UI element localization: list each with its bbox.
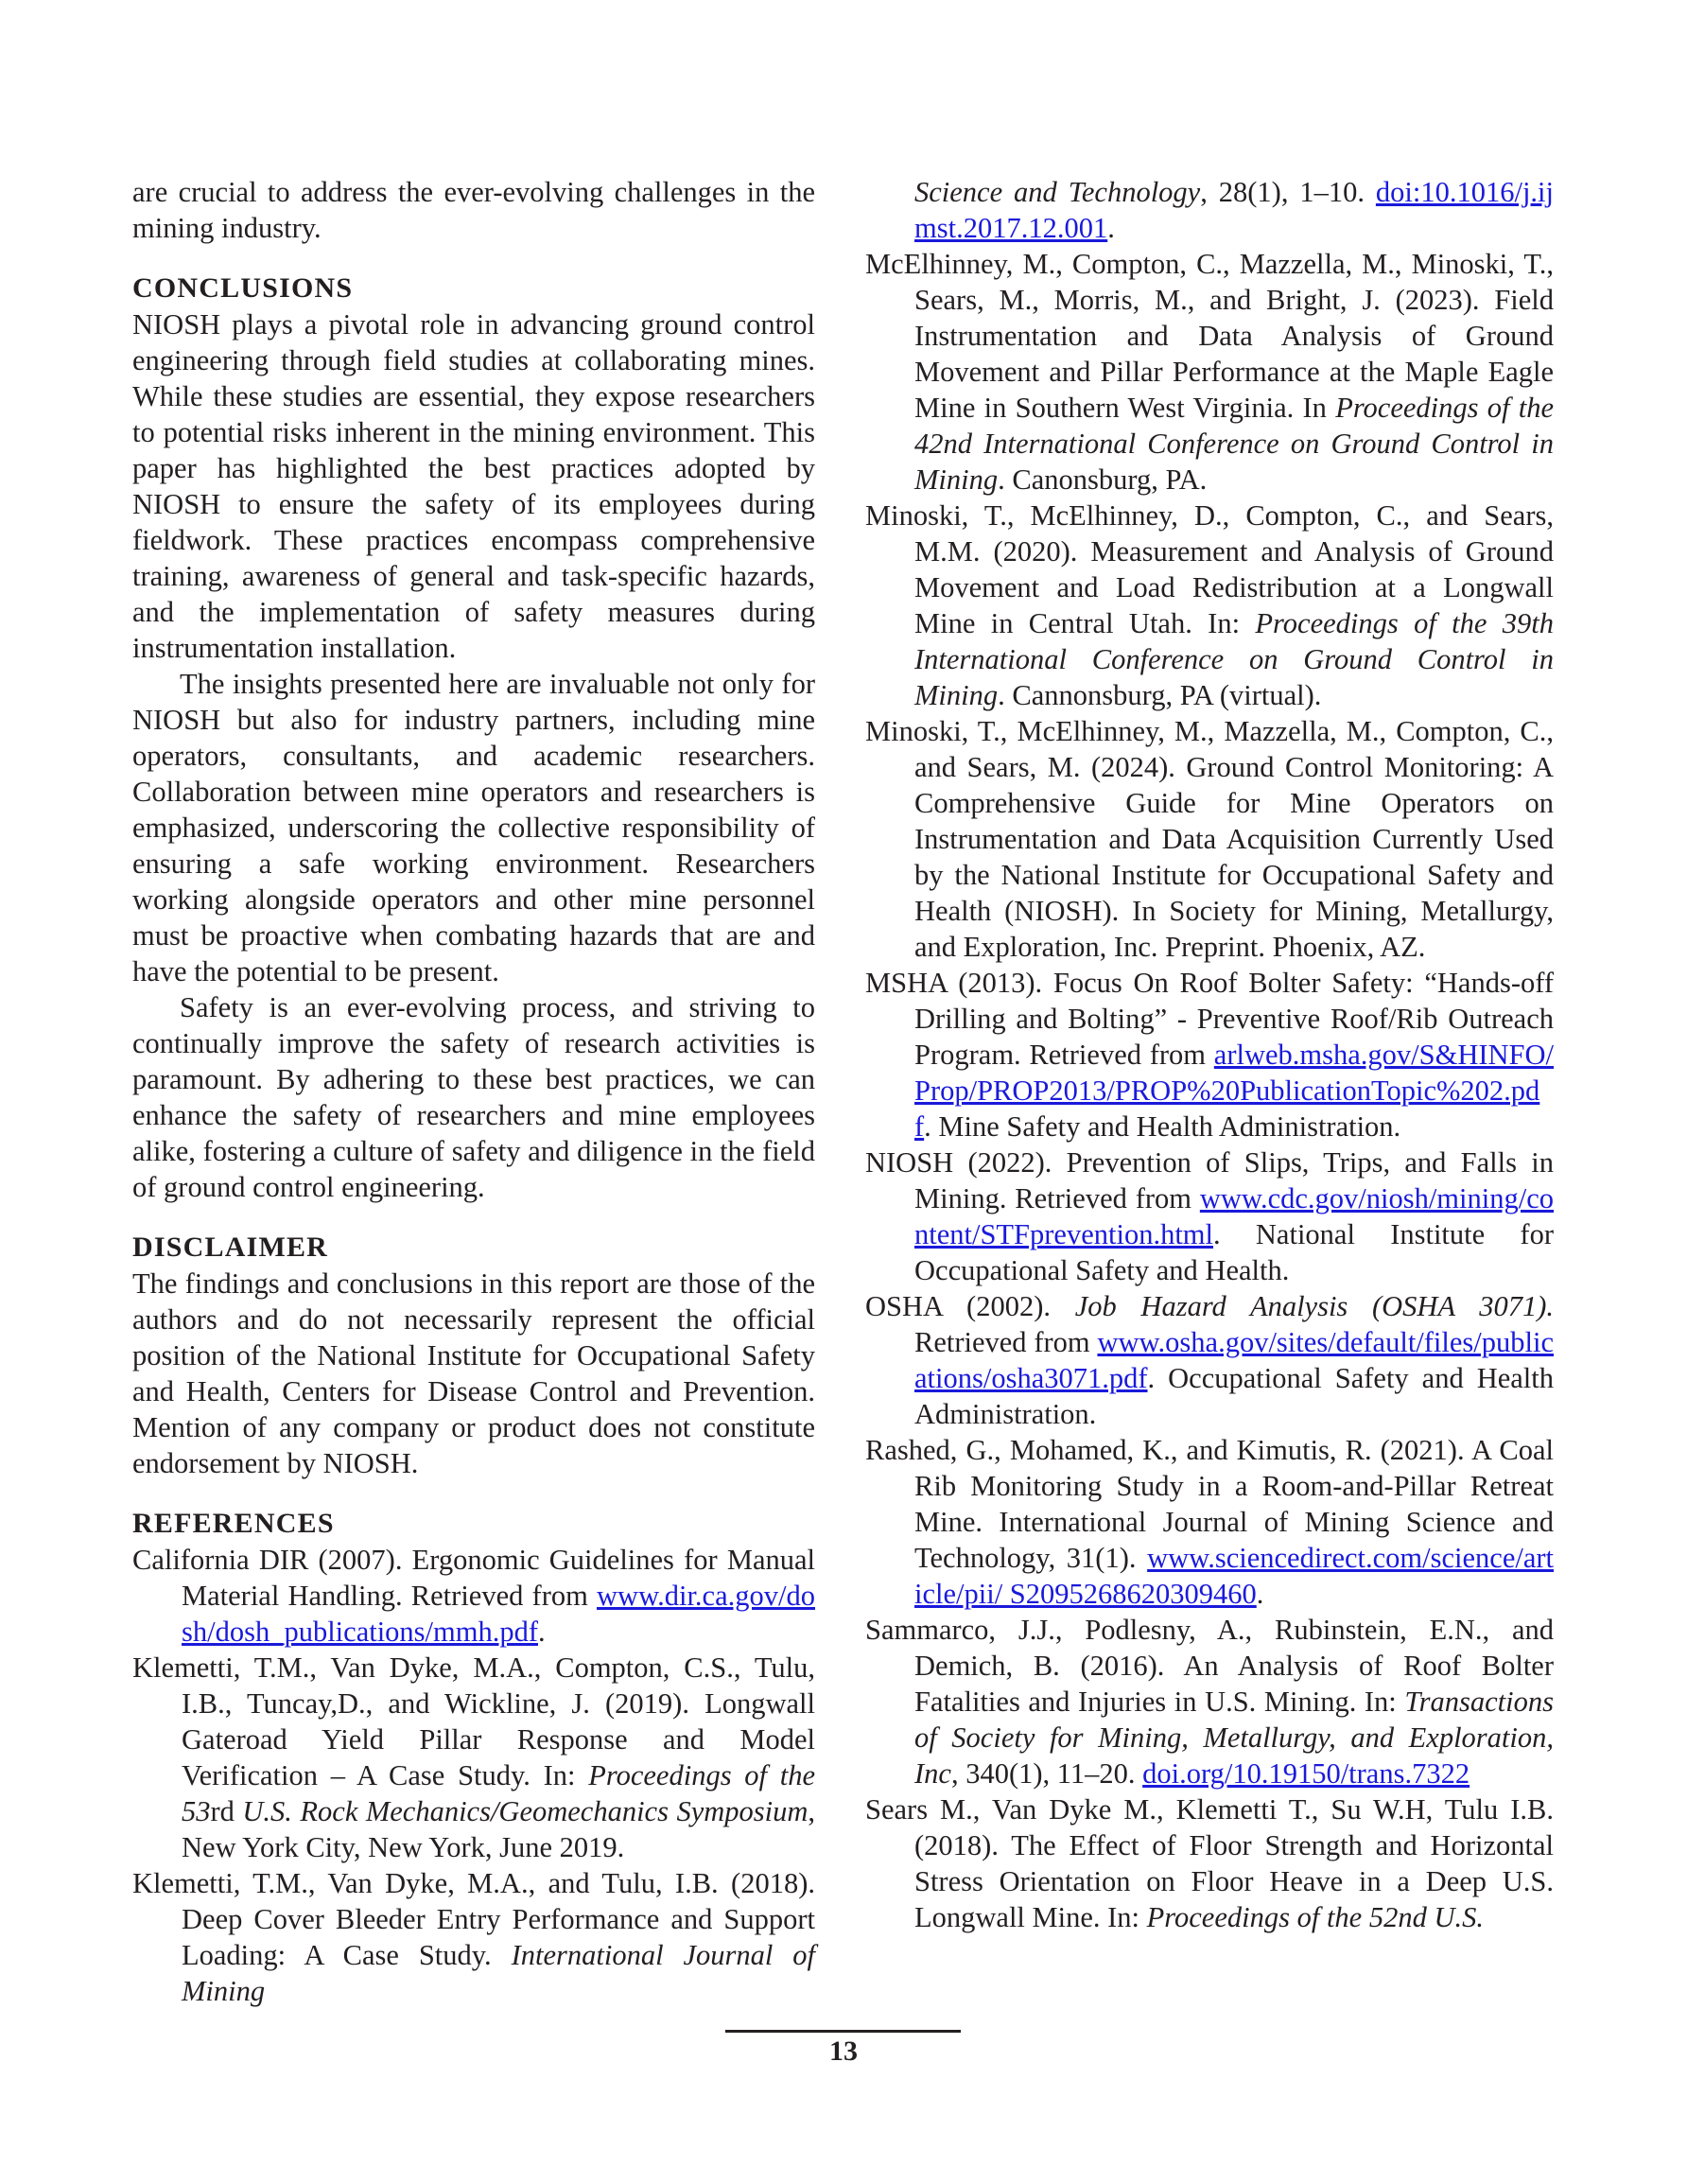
ref-italic: Transactions of Society for Mining, Metallurgy, and Exploration, Inc [914, 1686, 1554, 1790]
left-column [132, 174, 815, 2009]
ref-text: . Canonsburg, PA. [998, 463, 1208, 496]
reference-klemetti-2019 [132, 1650, 815, 1865]
disclaimer-heading: DISCLAIMER [132, 1232, 329, 1263]
ref-italic: International Journal of Mining [182, 1939, 815, 2007]
reference-niosh-2022 [865, 1144, 1554, 1288]
conclusions-paragraph-1: NIOSH plays a pivotal role in advancing ground control engineering through field studies at collaborating mines. While these studies are essential, they expose researchers to potential risks inherent in the mining environment. This paper has highlighted the best practices adopted by NIOSH to ensure the safety of its employees during fieldwork. These practices encompass comprehensive training, awareness of general and task-specific hazards, and the implementation of safety measures during instrumentation installation. [132, 308, 815, 664]
ref-italic: Proceedings of the 39th International Conference on Ground Control in Mining [914, 607, 1554, 711]
ref-text: . [538, 1616, 546, 1648]
ref-text: Minoski, T., McElhinney, D., Compton, C., and Sears, M.M. (2020). Measurement and Analysis of Ground Movement and Load Redistribution at a Longwall Mine in Central Utah. In: [865, 499, 1554, 639]
ref-text: . [1107, 212, 1115, 244]
ref-text: . National Institute for Occupational Safety and Health. [914, 1218, 1554, 1286]
disclaimer-paragraph: The findings and conclusions in this report are those of the authors and do not necessarily represent the official position of the National Institute for Occupational Safety and Health, Centers for Disease Control and Prevention. Mention of any company or product does not constitute endorsement by NIOSH. [132, 1267, 815, 1479]
reference-klemetti-2018 [132, 1865, 815, 2009]
right-column [865, 174, 1554, 1935]
reference-minoski-2020 [865, 498, 1554, 713]
ref-text: , 340(1), 11–20. [950, 1757, 1143, 1790]
ref-text: OSHA (2002). [865, 1290, 1075, 1322]
reference-california-dir [132, 1542, 815, 1650]
reference-minoski-2024 [865, 713, 1554, 965]
ref-text: . Occupational Safety and Health Administration. [914, 1362, 1554, 1430]
ref-italic: Job Hazard Analysis (OSHA 3071). [1074, 1290, 1555, 1322]
ref-italic: U.S. Rock Mechanics/Geomechanics Symposium [234, 1795, 809, 1827]
ref-text: Rashed, G., Mohamed, K., and Kimutis, R. (2021). A Coal Rib Monitoring Study in a Room-and-Pillar Retreat Mine. International Journal of Mining Science and Technology, 31(1). [865, 1434, 1554, 1574]
ref-link[interactable]: www.cdc.gov/niosh/mining/content/STFprevention.html [914, 1182, 1554, 1250]
ref-italic: Proceedings of the 42nd International Conference on Ground Control in Mining [914, 392, 1555, 496]
ref-italic: Proceedings of the 52nd U.S. [1146, 1901, 1484, 1933]
ref-text: Sears M., Van Dyke M., Klemetti T., Su W.H, Tulu I.B. (2018). The Effect of Floor Strength and Horizontal Stress Orientation on Floor Heave in a Deep U.S. Longwall Mine. In: [865, 1793, 1554, 1933]
ref-text: . Cannonsburg, PA (virtual). [998, 679, 1322, 711]
ref-link[interactable]: arlweb.msha.gov/S&HINFO/Prop/PROP2013/PROP%20PublicationTopic%202.pdf [914, 1039, 1554, 1143]
ref-text: Klemetti, T.M., Van Dyke, M.A., Compton, C.S., Tulu, I.B., Tuncay,D., and Wickline, J. (2019). Longwall Gateroad Yield Pillar Response and Model Verification – A Case Study. In: [132, 1651, 815, 1791]
ref-text: California DIR (2007). Ergonomic Guidelines for Manual Material Handling. Retrieved from [132, 1544, 815, 1612]
conclusions-heading: CONCLUSIONS [132, 272, 354, 304]
intro-paragraph: are crucial to address the ever-evolving challenges in the mining industry. [132, 176, 815, 244]
reference-osha-2002 [865, 1288, 1554, 1432]
ref-text: , New York City, New York, June 2019. [182, 1795, 815, 1863]
conclusions-paragraph-2: The insights presented here are invaluable not only for NIOSH but also for industry partners, including mine operators, consultants, and academic researchers. Collaboration between mine operators and researchers is emphasized, underscoring the collective responsibility of ensuring a safe working environment. Researchers working alongside operators and other mine personnel must be proactive when combating hazards that are and have the potential to be present. [132, 668, 815, 987]
ref-italic: Science and Technology [914, 176, 1201, 208]
ref-link[interactable]: doi:10.1016/j.ijmst.2017.12.001 [914, 176, 1554, 244]
ref-text: . [1256, 1578, 1264, 1610]
ref-text: Sammarco, J.J., Podlesny, A., Rubinstein, E.N., and Demich, B. (2016). An Analysis of Roof Bolter Fatalities and Injuries in U.S. Mining. In: [865, 1614, 1554, 1718]
ref-link[interactable]: doi.org/10.19150/trans.7322 [1142, 1757, 1470, 1790]
ref-link[interactable]: www.osha.gov/sites/default/files/publications/osha3071.pdf [914, 1326, 1554, 1394]
reference-klemetti-2018-continued [865, 174, 1554, 246]
reference-msha-2013 [865, 965, 1554, 1144]
ref-link[interactable]: www.dir.ca.gov/dosh/dosh_publications/mmh.pdf [182, 1580, 815, 1648]
ref-text: McElhinney, M., Compton, C., Mazzella, M., Minoski, T., Sears, M., Morris, M., and Bright, J. (2023). Field Instrumentation and Data Analysis of Ground Movement and Pillar Performance at the Maple Eagle Mine in Southern West Virginia. In [865, 248, 1554, 424]
reference-mcelhinney-2023 [865, 246, 1554, 498]
ref-italic: Proceedings of the 53 [182, 1759, 815, 1827]
ref-text: , 28(1), 1–10. [1200, 176, 1376, 208]
ref-text: Klemetti, T.M., Van Dyke, M.A., and Tulu, I.B. (2018). Deep Cover Bleeder Entry Performance and Support Loading: A Case Study. [132, 1867, 815, 1971]
reference-rashed-2021 [865, 1432, 1554, 1612]
conclusions-paragraph-3: Safety is an ever-evolving process, and striving to continually improve the safety of research activities is paramount. By adhering to these best practices, we can enhance the safety of researchers and mine employees alike, fostering a culture of safety and diligence in the field of ground control engineering. [132, 991, 815, 1203]
ref-text: rd [210, 1795, 235, 1827]
page-number: 13 [829, 2035, 858, 2067]
ref-text: NIOSH (2022). Prevention of Slips, Trips, and Falls in Mining. Retrieved from [865, 1146, 1554, 1214]
reference-sammarco-2016 [865, 1612, 1554, 1791]
ref-text: . Mine Safety and Health Administration. [924, 1110, 1401, 1143]
footer-rule [725, 2030, 961, 2033]
ref-text: MSHA (2013). Focus On Roof Bolter Safety: “Hands-off Drilling and Bolting” - Preventive Roof/Rib Outreach Program. Retrieved from [865, 967, 1554, 1071]
references-heading: REFERENCES [132, 1508, 335, 1539]
ref-text: Minoski, T., McElhinney, M., Mazzella, M., Compton, C., and Sears, M. (2024). Ground Control Monitoring: A Comprehensive Guide for Mine Operators on Instrumentation and Data Acquisition Currently Used by the National Institute for Occupational Safety and Health (NIOSH). In Society for Mining, Metallurgy, and Exploration, Inc. Preprint. Phoenix, AZ. [865, 715, 1554, 963]
ref-text: Retrieved from [914, 1326, 1098, 1358]
reference-sears-2018 [865, 1791, 1554, 1935]
ref-link[interactable]: www.sciencedirect.com/science/article/pii/ S2095268620309460 [914, 1542, 1554, 1610]
